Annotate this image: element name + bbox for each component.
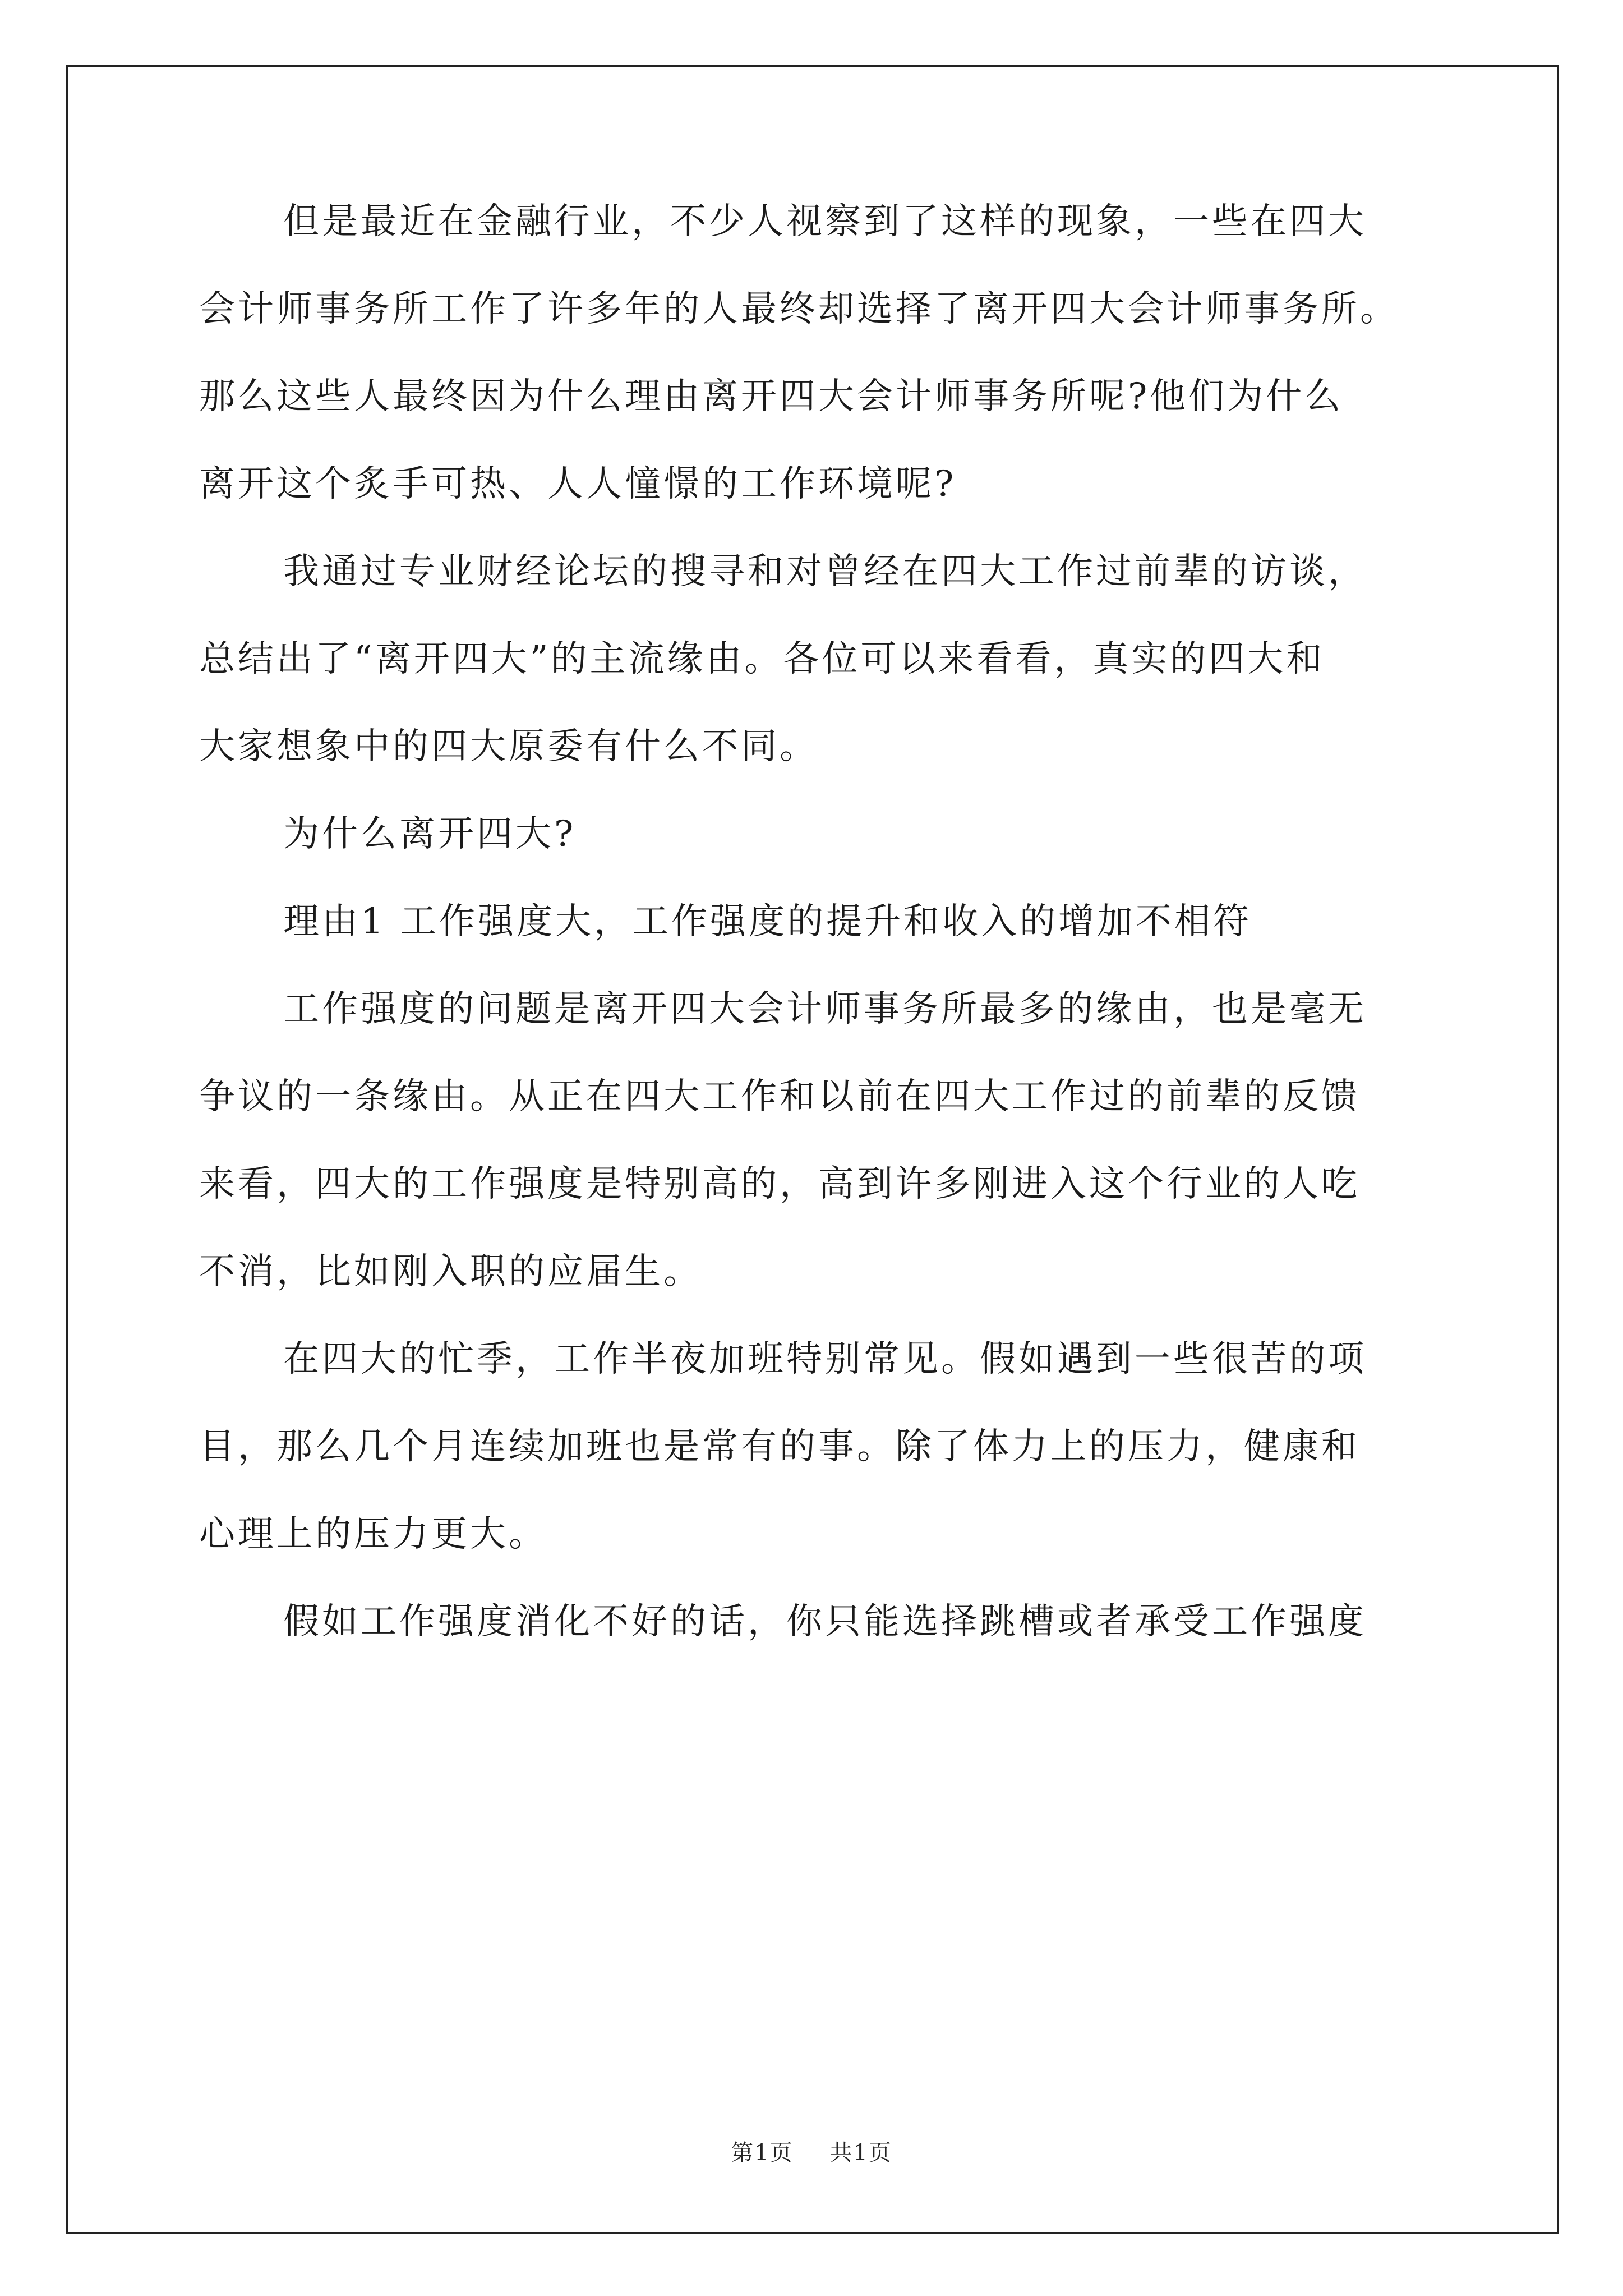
paragraph-line: 但是最近在金融行业，不少人视察到了这样的现象，一些在四大 (283, 201, 1367, 242)
paragraph-line: 总结出了“离开四大”的主流缘由。各位可以来看看，真实的四大和 (199, 638, 1325, 680)
section-heading: 理由1 工作强度大，工作强度的提升和收入的增加不相符 (283, 901, 1252, 942)
paragraph-line: 我通过专业财经论坛的搜寻和对曾经在四大工作过前辈的访谈， (283, 551, 1367, 592)
page-number: 第1页 (731, 2140, 794, 2166)
paragraph-line: 那么这些人最终因为什么理由离开四大会计师事务所呢?他们为什么 (199, 376, 1344, 417)
paragraph-line: 来看，四大的工作强度是特别高的，高到许多刚进入这个行业的人吃 (199, 1163, 1360, 1205)
paragraph-line: 目，那么几个月连续加班也是常有的事。除了体力上的压力，健康和 (199, 1426, 1360, 1467)
paragraph-line: 假如工作强度消化不好的话，你只能选择跳槽或者承受工作强度 (283, 1601, 1367, 1642)
page-total: 共1页 (829, 2140, 892, 2166)
paragraph-line: 不消，比如刚入职的应届生。 (199, 1251, 702, 1292)
paragraph-line: 在四大的忙季，工作半夜加班特别常见。假如遇到一些很苦的项 (283, 1338, 1367, 1380)
paragraph-line: 争议的一条缘由。从正在四大工作和以前在四大工作过的前辈的反馈 (199, 1076, 1360, 1117)
paragraph-line: 离开这个炙手可热、人人憧憬的工作环境呢? (199, 463, 957, 505)
paragraph-line: 工作强度的问题是离开四大会计师事务所最多的缘由，也是毫无 (283, 988, 1367, 1030)
page-footer (0, 2135, 1623, 2167)
section-question: 为什么离开四大? (283, 813, 577, 855)
document-body (199, 202, 1427, 1641)
paragraph-line: 心理上的压力更大。 (199, 1513, 547, 1555)
paragraph-line: 大家想象中的四大原委有什么不同。 (199, 726, 818, 767)
paragraph-line: 会计师事务所工作了许多年的人最终却选择了离开四大会计师事务所。 (199, 288, 1399, 330)
